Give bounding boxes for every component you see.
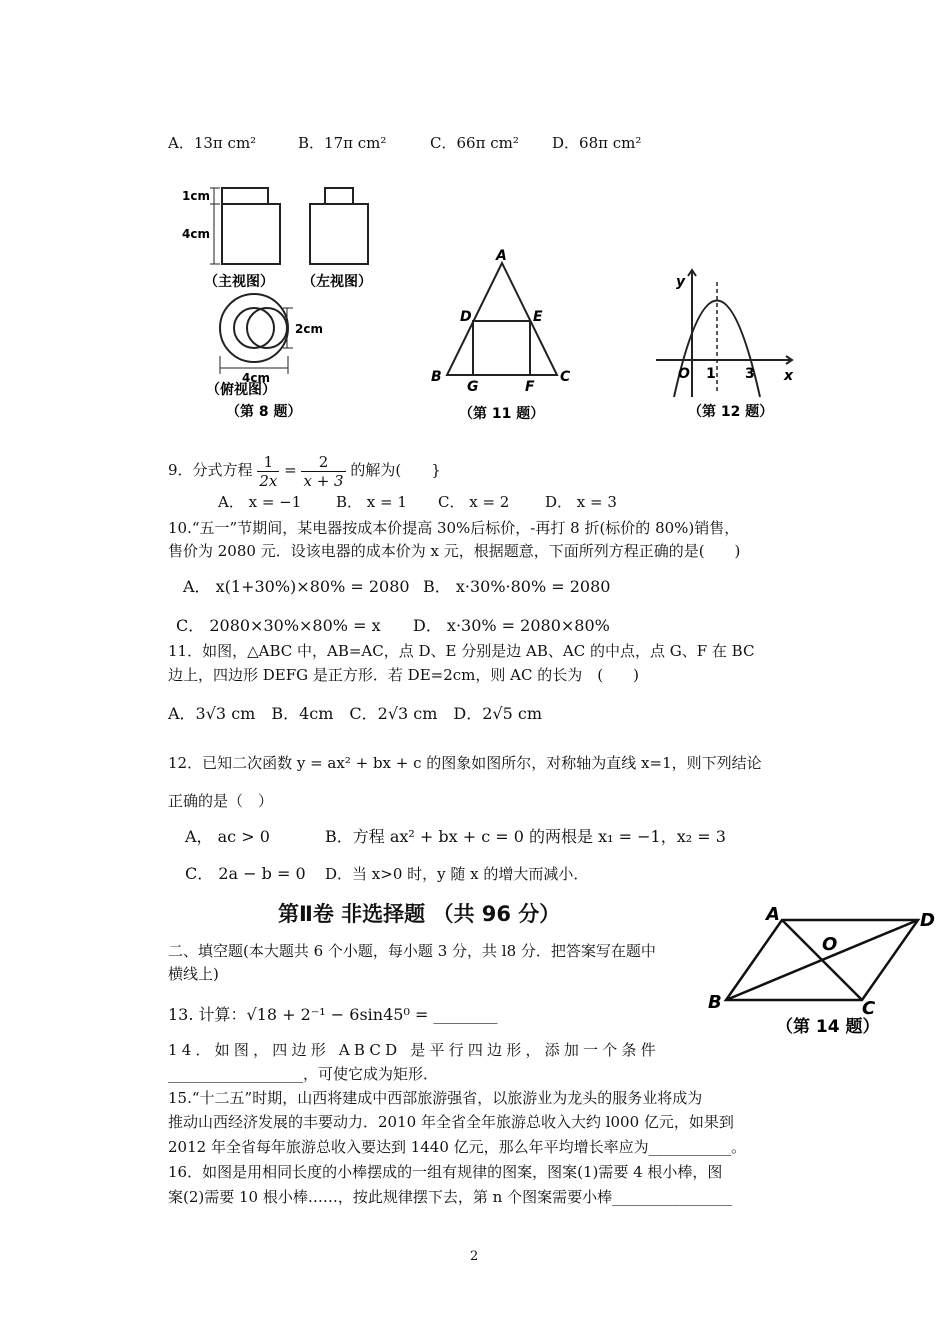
figure-12-parabola <box>650 262 800 427</box>
q16-line-2: 案(2)需要 10 根小棒……，按此规律摆下去，第 n 个图案需要小棒________________ <box>168 1188 733 1206</box>
figure-8-three-views <box>180 180 380 425</box>
q14-line-2: __________________，可使它成为矩形． <box>168 1065 439 1083</box>
q10-option-c: C． 2080×30%×80% = x <box>176 616 381 635</box>
fig12-label-1: 1 <box>706 366 716 382</box>
fig14-label-o: O <box>822 934 838 955</box>
q9-equals: = <box>284 461 297 479</box>
q15-line-3: 2012 年全省每年旅游总收入要达到 1440 亿元，那么年平均增长率应为___________。 <box>168 1138 747 1156</box>
q9-fraction-2 <box>301 453 345 490</box>
q12-line-2: 正确的是（ ） <box>168 792 274 810</box>
q8-option-b: B．17π cm² <box>298 134 387 152</box>
q11-line-1: 11．如图，△ABC 中，AB=AC，点 D、E 分别是边 AB、AC 的中点，点 G、F 在 BC <box>168 642 755 660</box>
top-view-outer-circle <box>220 294 288 362</box>
q12-option-c: C． 2a − b = 0 <box>185 864 306 883</box>
q14-line-1: 14．如图，四边形 ABCD 是平行四边形，添加一个条件 <box>168 1041 660 1059</box>
page-number: 2 <box>470 1249 479 1264</box>
q12-option-d: D．当 x>0 时，y 随 x 的增大而减小． <box>325 865 589 883</box>
q15-line-1: 15.“十二五”时期，山西将建成中西部旅游强省，以旅游业为龙头的服务业将成为 <box>168 1089 703 1107</box>
fig14-label-c: C <box>862 998 876 1019</box>
q12-option-b: B．方程 ax² + bx + c = 0 的两根是 x₁ = −1，x₂ = 3 <box>325 827 726 846</box>
fig11-label-c: C <box>560 369 571 385</box>
fig8-label-4cm-bottom: 4cm <box>242 371 270 385</box>
q10-option-b: B． x·30%·80% = 2080 <box>423 577 611 596</box>
q11-line-2: 边上，四边形 DEFG 是正方形．若 DE=2cm，则 AC 的长为 ( ) <box>168 666 639 684</box>
fig14-label-d: D <box>920 910 935 931</box>
q9-frac2-numerator: 2 <box>301 453 345 472</box>
q11-options: A．3√3 cm B．4cm C．2√3 cm D．2√5 cm <box>168 704 543 723</box>
q15-line-2: 推动山西经济发展的丰要动力．2010 年全省全年旅游总收入大约 l000 亿元，如果到 <box>168 1113 734 1131</box>
fig11-label-e: E <box>533 309 543 325</box>
q9-fraction-1 <box>257 453 279 490</box>
fig14-caption: （第 14 题） <box>776 1017 880 1037</box>
q8-option-d: D．68π cm² <box>552 134 642 152</box>
q10-line-1: 10.“五一”节期间，某电器按成本价提高 30%后标价，-再打 8 折(标价的 80%)销售， <box>168 519 740 537</box>
fill-in-instructions-line-2: 横线上) <box>168 965 219 983</box>
q9-option-d: D． x = 3 <box>545 493 617 511</box>
q9-frac1-denominator: 2x <box>259 471 278 490</box>
fig11-label-a: A <box>496 248 507 264</box>
q9-frac1-numerator: 1 <box>257 453 279 472</box>
fig11-label-b: B <box>431 369 442 385</box>
section-2-title: 第Ⅱ卷 非选择题 （共 96 分） <box>278 902 561 926</box>
fig12-caption: （第 12 题） <box>688 404 774 420</box>
q16-line-1: 16．如图是用相同长度的小棒摆成的一组有规律的图案，图案(1)需要 4 根小棒，图 <box>168 1163 723 1181</box>
q10-option-a: A． x(1+30%)×80% = 2080 <box>183 577 410 596</box>
fig11-label-f: F <box>525 379 535 395</box>
question-9 <box>168 450 441 490</box>
fig8-front-view-caption: （主视图） <box>204 274 274 290</box>
q9-option-b: B． x = 1 <box>336 493 407 511</box>
fig12-label-x: x <box>784 368 794 384</box>
fig11-label-d: D <box>460 309 472 325</box>
fig8-caption: （第 8 题） <box>226 404 302 420</box>
fig12-label-o: O <box>678 366 690 382</box>
fig8-label-1cm: 1cm <box>182 189 210 203</box>
fig12-label-y: y <box>676 274 686 290</box>
front-view-small-block <box>222 188 268 204</box>
fig12-label-3: 3 <box>745 366 755 382</box>
fig11-caption: （第 11 题） <box>459 406 545 422</box>
fig8-top-view-caption: （俯视图） <box>206 382 276 398</box>
q9-option-a: A． x = −1 <box>218 493 302 511</box>
q10-option-d: D． x·30% = 2080×80% <box>413 616 610 635</box>
figure-14-parallelogram <box>700 898 945 1043</box>
fig8-label-2cm: 2cm <box>295 322 323 336</box>
q9-option-c: C． x = 2 <box>438 493 510 511</box>
q8-option-c: C．66π cm² <box>430 134 519 152</box>
fig8-left-view-caption: （左视图） <box>302 274 372 290</box>
fig8-label-4cm: 4cm <box>182 227 210 241</box>
q9-suffix: 的解为( } <box>350 461 441 479</box>
q9-prefix: 9．分式方程 <box>168 461 253 479</box>
front-view-box <box>222 204 280 264</box>
square-defg <box>473 321 530 375</box>
left-view-small-block <box>325 188 353 204</box>
question-13: 13. 计算：√18 + 2⁻¹ − 6sin45⁰ = ________ <box>168 1005 498 1024</box>
q8-option-a: A．13π cm² <box>168 134 257 152</box>
q9-frac2-denominator: x + 3 <box>303 471 344 490</box>
q12-option-a: A， ac > 0 <box>185 827 270 846</box>
q12-line-1: 12．已知二次函数 y = ax² + bx + c 的图象如图所尔，对称轴为直线 x=1，则下列结论 <box>168 754 762 772</box>
figure-11-triangle <box>425 245 585 425</box>
fig11-label-g: G <box>467 379 479 395</box>
left-view-box <box>310 204 368 264</box>
q10-line-2: 售价为 2080 元．设该电器的成本价为 x 元，根据题意，下面所列方程正确的是( ) <box>168 542 741 560</box>
fig14-label-b: B <box>708 992 722 1013</box>
fig14-label-a: A <box>766 904 780 925</box>
fill-in-instructions-line-1: 二、填空题(本大题共 6 个小题，每小题 3 分，共 l8 分．把答案写在题中 <box>168 942 656 960</box>
